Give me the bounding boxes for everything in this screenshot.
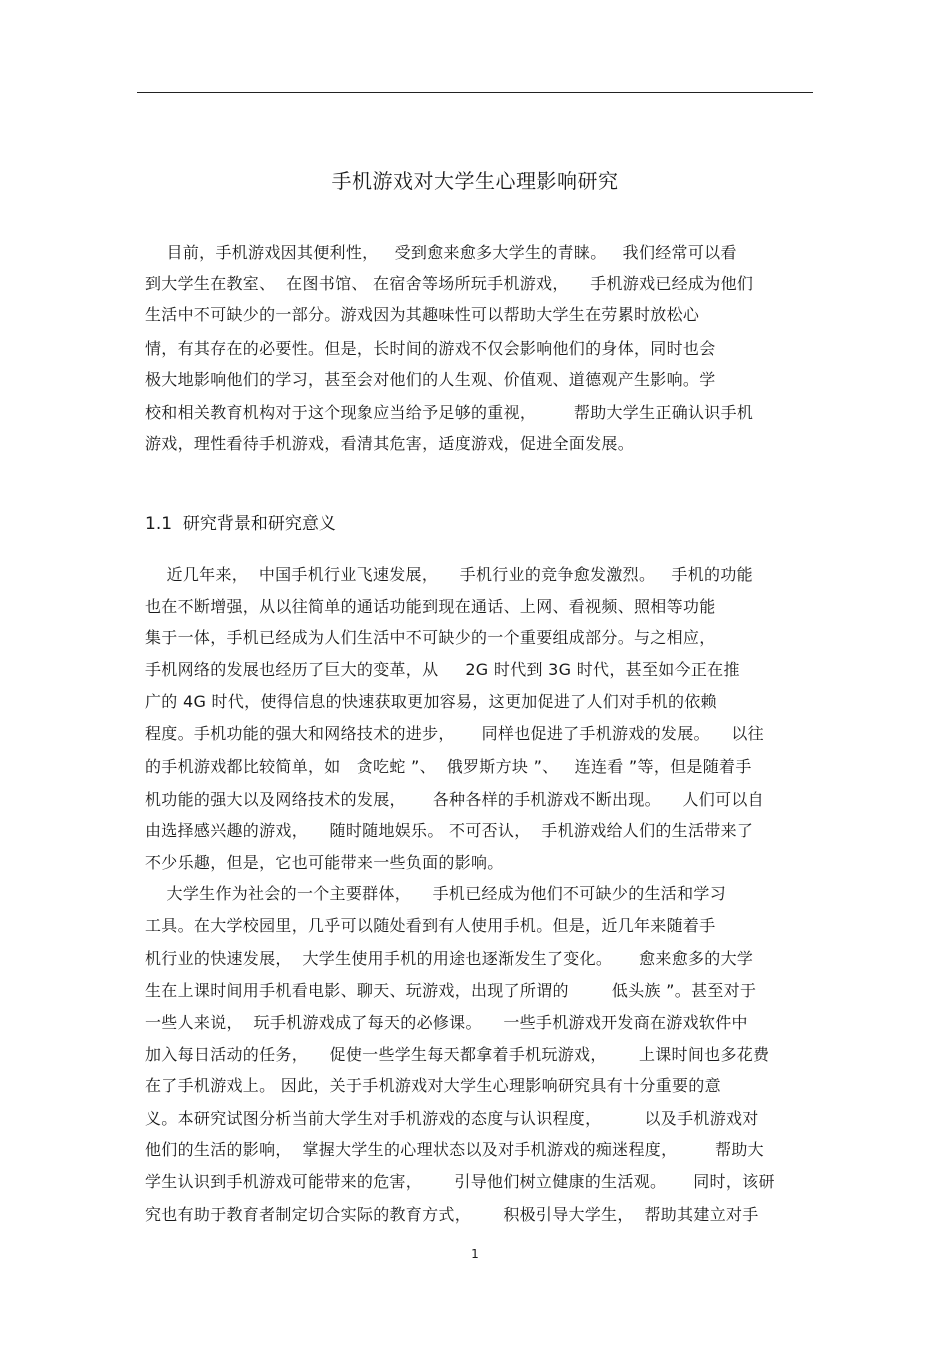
text-line: 极大地影响他们的学习，甚至会对他们的人生观、价值观、道德观产生影响。学 xyxy=(145,370,716,389)
text-line: 校和相关教育机构对于这个现象应当给予足够的重视， 帮助大学生正确认识手机 xyxy=(145,403,754,422)
text-line: 机行业的快速发展， 大学生使用手机的用途也逐渐发生了变化。 愈来愈多的大学 xyxy=(145,949,754,968)
text-line: 到大学生在教室、 在图书馆、 在宿舍等场所玩手机游戏， 手机游戏已经成为他们 xyxy=(145,274,754,293)
text-line: 生活中不可缺少的一部分。游戏因为其趣味性可以帮助大学生在劳累时放松心 xyxy=(145,305,700,324)
text-line: 游戏，理性看待手机游戏，看清其危害，适度游戏，促进全面发展。 xyxy=(145,434,635,453)
text-line: 手机网络的发展也经历了巨大的变革，从 2G 时代到 3G 时代，甚至如今正在推 xyxy=(145,660,740,679)
text-line: 加入每日活动的任务， 促使一些学生每天都拿着手机玩游戏， 上课时间也多花费 xyxy=(145,1045,770,1064)
text-line: 程度。手机功能的强大和网络技术的进步， 同样也促进了手机游戏的发展。 以往 xyxy=(145,724,764,743)
page-number: 1 xyxy=(471,1247,479,1261)
text-line: 生在上课时间用手机看电影、聊天、玩游戏，出现了所谓的 低头族 ”。甚至对于 xyxy=(145,981,757,1000)
text-line: 不少乐趣，但是，它也可能带来一些负面的影响。 xyxy=(145,853,504,872)
text-line: 一些人来说， 玩手机游戏成了每天的必修课。 一些手机游戏开发商在游戏软件中 xyxy=(145,1013,748,1032)
text-line: 也在不断增强，从以往简单的通话功能到现在通话、上网、看视频、照相等功能 xyxy=(145,597,716,616)
document-title: 手机游戏对大学生心理影响研究 xyxy=(331,169,619,193)
text-line: 他们的生活的影响， 掌握大学生的心理状态以及对手机游戏的痴迷程度， 帮助大 xyxy=(145,1140,764,1159)
text-line: 集于一体，手机已经成为人们生活中不可缺少的一个重要组成部分。与之相应， xyxy=(145,628,716,647)
text-line: 学生认识到手机游戏可能带来的危害， 引导他们树立健康的生活观。 同时，该研 xyxy=(145,1172,775,1191)
section-heading: 1.1 研究背景和研究意义 xyxy=(145,514,336,534)
text-line: 的手机游戏都比较简单，如 贪吃蛇 ”、 俄罗斯方块 ”、 连连看 ”等，但是随着手 xyxy=(145,757,752,776)
text-line: 大学生作为社会的一个主要群体， 手机已经成为他们不可缺少的生活和学习 xyxy=(145,884,726,903)
text-line: 究也有助于教育者制定切合实际的教育方式， 积极引导大学生， 帮助其建立对手 xyxy=(145,1205,759,1224)
text-line: 近几年来， 中国手机行业飞速发展， 手机行业的竞争愈发激烈。 手机的功能 xyxy=(145,565,753,584)
text-line: 工具。在大学校园里，几乎可以随处看到有人使用手机。但是，近几年来随着手 xyxy=(145,916,716,935)
text-line: 在了手机游戏上。 因此，关于手机游戏对大学生心理影响研究具有十分重要的意 xyxy=(145,1076,721,1095)
text-line: 情，有其存在的必要性。但是，长时间的游戏不仅会影响他们的身体，同时也会 xyxy=(145,339,716,358)
text-line: 机功能的强大以及网络技术的发展， 各种各样的手机游戏不断出现。 人们可以自 xyxy=(145,790,764,809)
text-line: 目前，手机游戏因其便利性， 受到愈来愈多大学生的青睐。 我们经常可以看 xyxy=(145,243,737,262)
text-line: 广的 4G 时代，使得信息的快速获取更加容易，这更加促进了人们对手机的依赖 xyxy=(145,692,717,711)
header-rule xyxy=(137,92,813,93)
text-line: 义。本研究试图分析当前大学生对手机游戏的态度与认识程度， 以及手机游戏对 xyxy=(145,1109,759,1128)
text-line: 由选择感兴趣的游戏， 随时随地娱乐。 不可否认， 手机游戏给人们的生活带来了 xyxy=(145,821,754,840)
